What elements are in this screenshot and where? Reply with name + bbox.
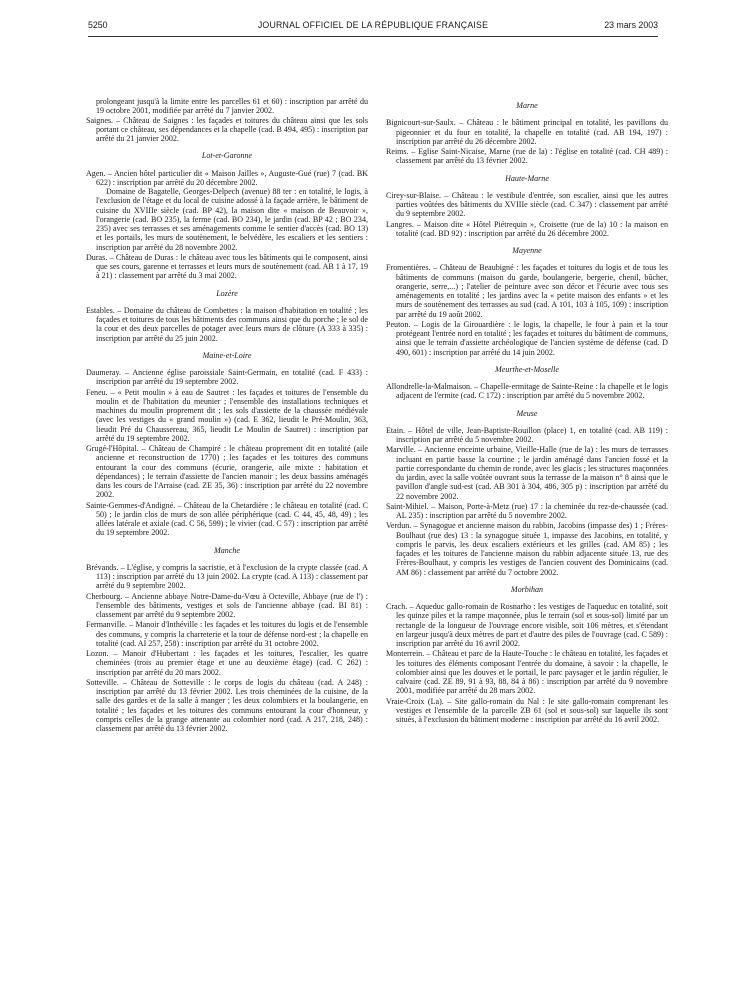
monument-entry: Domaine de Bagatelle, Georges-Delpech (avenue) 88 ter : en totalité, le logis, à l'exclusion de l'étage et du local de cuisine adossé à la façade arrière, le bâtiment de cuisine du XVIIIe siècle (cad. BP 42), la maison dite « maison de Beauvoir », l'orangerie (cad. BO 235), la ferme (cad. BO 234), le jardin (cad. BP 42 ; BO 234, 235) avec ses terrasses et ses aménagements comme le sentier d'accès (cad. BO 13) et les portails, les murs de soutènement, le belvédère, les escaliers et les sentiers : inscription par arrêté du 28 novembre 2002. — [96, 187, 368, 252]
monument-entry: Fermanville. – Manoir d'Inthéville : les façades et les toitures du logis et de l'ensemble des communs, y compris la charreterie et la tour de défense nord-est ; la chapelle en totalité (cad. AI 257, 258) : inscription par arrêté du 31 octobre 2002. — [86, 620, 368, 648]
monument-entry: Agen. – Ancien hôtel particulier dit « Maison Jailles », Auguste-Gué (rue) 7 (cad. BK 622) : inscription par arrêté du 20 décembre 2002. — [86, 168, 368, 187]
monument-entry: Duras. – Château de Duras : le château avec tous les bâtiments qui le composent, ainsi que ses cours, garenne et terrasses et leurs murs de soutènement (cad. AB 1 à 17, 19 à 21) : classement par arrêté du 3 mai 2002. — [86, 252, 368, 281]
journal-title: JOURNAL OFFICIEL DE LA RÉPUBLIQUE FRANÇAISE — [257, 20, 489, 30]
department-heading: Manche — [214, 545, 240, 555]
monument-entry: Estables. – Domaine du château de Combettes : la maison d'habitation en totalité ; les façades et toitures de tous les bâtiments des communs ainsi que du porche ; le sol de la cour et des deux parcelles de potager avec leurs murs de clôture (A 333 à 335) : inscription par arrêté du 25 juin 2002. — [86, 305, 368, 343]
department-heading: Mayenne — [512, 246, 542, 255]
monument-entry: Saignes. – Château de Saignes : les façades et toitures du château ainsi que les sols portant ce château, ses dépendances et la chapelle (cad. B 494, 495) : inscription par arrêté du 21 janvier 2002. — [86, 115, 368, 143]
monument-entry: Crach. – Aqueduc gallo-romain de Rosnarho : les vestiges de l'aqueduc en totalité, soit les quinze piles et la rampe maçonnée, plus le terrain (sol et sous-sol) limité par un rectangle de la longueur de l'ouvrage encore visible, soit 106 mètres, et s'étendant en largeur jusqu'à deux mètres de part et d'autre des piles de l'ouvrage (cad. C 589) : inscription par arrêté du 16 avril 2002. — [386, 602, 668, 648]
monument-entry: Peuton. – Logis de la Girouardière : le logis, la chapelle, le four à pain et la tour protégeant l'entrée nord en totalité ; les façades et toitures du bâtiment de communs, ainsi que le terrain d'assiette archéologique de l'ancien système de défense (cad. D 490, 601) : inscription par arrêté du 14 juin 2002. — [386, 319, 668, 357]
page-number: 5250 — [88, 20, 108, 30]
header-rule — [88, 36, 658, 37]
monument-entry: Cirey-sur-Blaise. – Château : le vestibule d'entrée, son escalier, ainsi que les autres parties voûtées des bâtiments du XVIIIe siècle (cad. C 347) : classement par arrêté du 9 septembre 2002. — [386, 190, 668, 219]
department-heading: Haute-Marne — [505, 173, 549, 183]
monument-entry: Bignicourt-sur-Saulx. – Château : le bâtiment principal en totalité, les pavillons du pigeonnier et du four en totalité, la chapelle en totalité (cad. AB 194, 197) : inscription par arrêté du 26 décembre 2002. — [386, 118, 668, 146]
department-heading: Meuse — [516, 408, 538, 418]
department-heading: Lot-et-Garonne — [201, 151, 253, 161]
monument-entry: Feneu. – « Petit moulin » à eau de Sautret : les façades et toitures de l'ensemble du moulin et de l'habitation du meunier ; l'ensemble des installations techniques et machines du moulin proprement dit ; les sols d'assiette de la chaussée médiévale (avec les vestiges du « grand moulin ») (cad. E 362, lieudit le Pré-Moulin, 363, lieudit Pré du Chaussereau, 365, lieudit Le Moulin de Sautret) : inscription par arrêté du 19 septembre 2002. — [86, 387, 368, 443]
left-column — [86, 97, 368, 733]
monument-entry: Langres. – Maison dite « Hôtel Piétrequin », Croisette (rue de la) 10 : la maison en totalité (cad. BD 92) : inscription par arrêté du 26 décembre 2002. — [386, 219, 668, 238]
monument-entry: Sotteville. – Château de Sotteville : le corps de logis du château (cad. A 248) : inscription par arrêté du 13 février 2002. Les trois cheminées de la cuisine, de la salle des gardes et de la salle à manger ; les deux colombiers et la boulangerie, en totalité ; les façades et les toitures des communs entourant la cour d'honneur, y compris celles de la grange attenante au colombier nord (cad. A 217, 218, 248) : classement par arrêté du 13 février 2002. — [86, 677, 368, 733]
monument-entry: Etain. – Hôtel de ville, Jean-Baptiste-Rouillon (place) 1, en totalité (cad. AB 119) : inscription par arrêté du 5 novembre 2002. — [386, 425, 668, 444]
monument-entry: Daumeray. – Ancienne église paroissiale Saint-Germain, en totalité (cad. F 433) : inscription par arrêté du 19 septembre 2002. — [86, 368, 368, 387]
issue-date: 23 mars 2003 — [604, 20, 658, 30]
department-heading: Meurthe-et-Moselle — [495, 364, 559, 374]
monument-entry: Grugé-l'Hôpital. – Château de Champiré : le château proprement dit en totalité (aile ancienne et reconstruction de 1770) ; les façades et les toitures des communs entourant la cour des communs (écurie, orangerie, aile mixte : habitation et dépendances) ; le terrain d'assiette de l'ancien manoir ; les deux bassins aménagés dans les cours de l'Arraise (cad. ZE 35, 36) : inscription par arrêté du 22 novembre 2002. — [86, 444, 368, 500]
page-header — [88, 20, 658, 34]
monument-entry: Sainte-Gemmes-d'Andigné. – Château de la Chetardière : le château en totalité (cad. C 50) ; le jardin clos de murs de son allée périphérique (cad. C 44, 45, 48, 49) ; les allées latérale et axiale (cad. C 56, 599) ; le vivier (cad. C 57) : inscription par arrêté du 19 septembre 2002. — [86, 500, 368, 538]
monument-entry: prolongeant jusqu'à la limite entre les parcelles 61 et 60) : inscription par arrêté du 19 octobre 2001, modifiée par arrêté du 7 janvier 2002. — [96, 97, 368, 116]
right-column — [386, 101, 668, 724]
monument-entry: Monterrein. – Château et parc de la Haute-Touche : le château en totalité, les façades et les toitures des éléments composant l'entrée du domaine, à savoir : la chapelle, le colombier ainsi que les douves et le portail, le parc paysager et le jardin régulier, le calvaire (cad. ZE 89, 91 à 93, 88, 84 à 86) : inscription par arrêté du 9 novembre 2001, modifiée par arrêté du 28 mars 2002. — [386, 649, 668, 696]
monument-entry: Reims. – Eglise Saint-Nicaise, Marne (rue de la) : l'église en totalité (cad. CH 489) : classement par arrêté du 13 février 2002. — [386, 147, 668, 166]
monument-entry: Brévands. – L'église, y compris la sacristie, et à l'exclusion de la crypte classée (cad. A 113) : inscription par arrêté du 13 juin 2002. La crypte (cad. A 113) : classement par arrêté du 9 septembre 2002. — [86, 562, 368, 591]
monument-entry: Verdun. – Synagogue et ancienne maison du rabbin, Jacobins (impasse des) 1 ; Frères-Boulhaut (rue des) 13 : la synagogue située 1, impasse des Jacobins, en totalité, y compris le parvis, les deux escaliers extérieurs et les grilles (cad. AM 85) ; les façades et les toitures de l'ancienne maison du rabbin adjacente située 13, rue des Frères-Boulhaut, y compris les vestiges de l'ancien couvent des Dominicains (cad. AM 86) : classement par arrêté du 7 octobre 2002. — [386, 521, 668, 577]
monument-entry: Saint-Mihiel. – Maison, Porte-à-Metz (rue) 17 : la cheminée du rez-de-chaussée (cad. AL 235) : inscription par arrêté du 5 novembre 2002. — [386, 501, 668, 520]
monument-entry: Lozon. – Manoir d'Hubertant : les façades et les toitures, l'escalier, les quatre cheminées (trois au premier étage et une au deuxième étage) (cad. C 262) : inscription par arrêté du 20 mars 2002. — [86, 649, 368, 677]
department-heading: Lozère — [216, 288, 238, 298]
monument-entry: Allondrelle-la-Malmaison. – Chapelle-ermitage de Sainte-Reine : la chapelle et le logis adjacent de l'ermite (cad. C 172) : inscription par arrêté du 5 novembre 2002. — [386, 382, 668, 401]
monument-entry: Vraie-Croix (La). – Site gallo-romain du Nal : le site gallo-romain comprenant les vestiges et l'ensemble de la parcelle ZB 61 (sol et sous-sol) sur laquelle ils sont situés, à l'exclusion du bâtiment moderne : inscription par arrêté du 16 avril 2002. — [386, 696, 668, 724]
monument-entry: Marville. – Ancienne enceinte urbaine, Vieille-Halle (rue de la) : les murs de terrasses incluant en partie basse la courtine ; le jardin aménagé dans l'ancien fossé et la partie correspondante du chemin de ronde, avec les glacis ; les structures maçonnées du jardin, avec la salle voûtée ouvrant sous la terrasse de la maison n° 8 ainsi que le pavillon d'angle sud-est (cad. AB 301 à 304, 486, 305 p) : inscription par arrêté du 22 novembre 2002. — [386, 445, 668, 501]
department-heading: Marne — [516, 101, 538, 110]
monument-entry: Cherbourg. – Ancienne abbaye Notre-Dame-du-Vœu à Octeville, Abbaye (rue de l') : l'ensemble des bâtiments, vestiges et sols de l'ancienne abbaye (cad. BI 81) : classement par arrêté du 9 septembre 2002. — [86, 591, 368, 619]
monument-entry: Fromentières. – Château de Beaubigné : les façades et toitures du logis et de tous les bâtiments de communs (maison du garde, boulangerie, bergerie, chenil, bûcher, orangerie, serre,...) ; l'atelier de peinture avec son décor et l'écurie avec tous ses aménagements en totalité ; les jardins avec la « petite maison des enfants » et les murs de soutènement des terrasses au sud (cad. A 101, 103 à 105, 109) : inscription par arrêté du 19 août 2002. — [386, 263, 668, 319]
department-heading: Maine-et-Loire — [202, 350, 252, 360]
department-heading: Morbihan — [510, 584, 544, 594]
